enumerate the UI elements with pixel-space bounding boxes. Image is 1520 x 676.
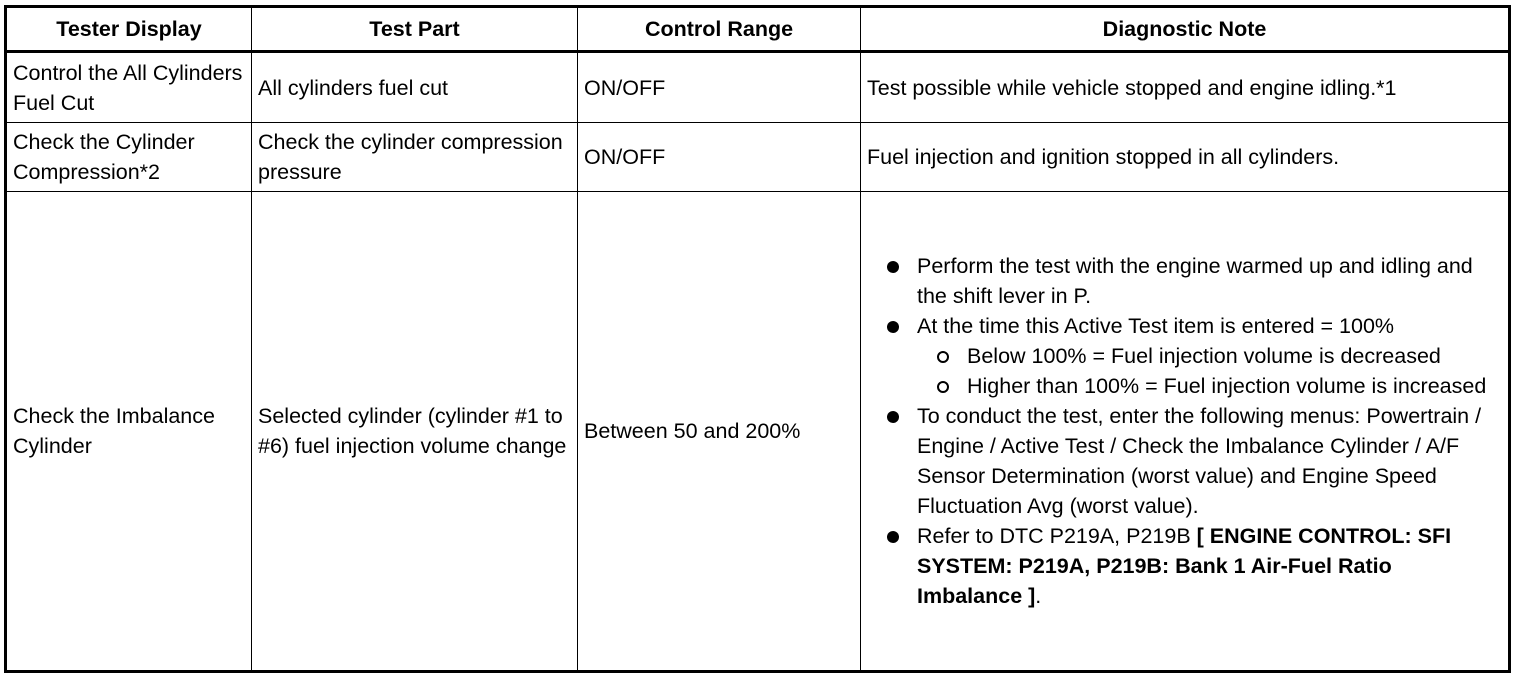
header-tester-display: Tester Display (6, 7, 252, 52)
ref-prefix: Refer to DTC P219A, P219B (917, 524, 1197, 548)
cell-control-range: ON/OFF (578, 123, 861, 192)
table-row (6, 192, 1510, 672)
note-list (867, 251, 1502, 611)
cell-tester-display: Check the Imbalance Cylinder (6, 192, 252, 672)
sub-note-item (917, 341, 1502, 371)
sub-note-text: Higher than 100% = Fuel injection volume is increased (967, 374, 1487, 398)
note-text: Perform the test with the engine warmed up and idling and the shift lever in P. (917, 254, 1473, 308)
circle-bullet-icon (937, 381, 949, 393)
note-item (867, 401, 1502, 521)
cell-test-part: Selected cylinder (cylinder #1 to #6) fuel injection volume change (252, 192, 578, 672)
header-control-range: Control Range (578, 7, 861, 52)
bullet-icon (887, 321, 899, 333)
cell-tester-display: Check the Cylinder Compression*2 (6, 123, 252, 192)
note-item (867, 251, 1502, 311)
cell-test-part: All cylinders fuel cut (252, 52, 578, 123)
note-item (867, 311, 1502, 401)
note-item (867, 521, 1502, 611)
cell-test-part: Check the cylinder compression pressure (252, 123, 578, 192)
dtc-reference-link[interactable]: [ ENGINE CONTROL: SFI SYSTEM: P219A, P219B: Bank 1 Air-Fuel Ratio Imbalance ] (917, 524, 1452, 608)
sub-note-text: Below 100% = Fuel injection volume is decreased (967, 344, 1441, 368)
cell-control-range: Between 50 and 200% (578, 192, 861, 672)
table-row (6, 123, 1510, 192)
active-test-table (4, 5, 1511, 673)
sub-note-item (917, 371, 1502, 401)
circle-bullet-icon (937, 351, 949, 363)
cell-diagnostic-note: Test possible while vehicle stopped and engine idling.*1 (861, 52, 1510, 123)
ref-suffix: . (1035, 584, 1042, 608)
header-row (6, 7, 1510, 52)
cell-tester-display: Control the All Cylinders Fuel Cut (6, 52, 252, 123)
note-text: At the time this Active Test item is entered = 100% (917, 314, 1395, 338)
header-test-part: Test Part (252, 7, 578, 52)
sub-note-list (917, 341, 1502, 401)
bullet-icon (887, 411, 899, 423)
cell-diagnostic-note: Fuel injection and ignition stopped in all cylinders. (861, 123, 1510, 192)
cell-diagnostic-note (861, 192, 1510, 672)
header-diagnostic-note: Diagnostic Note (861, 7, 1510, 52)
cell-control-range: ON/OFF (578, 52, 861, 123)
note-text: To conduct the test, enter the following menus: Powertrain / Engine / Active Test / Check the Imbalance Cylinder / A/F Sensor Determination (worst value) and Engine Speed Fluctuation Avg (worst value). (917, 404, 1482, 518)
table-row (6, 52, 1510, 123)
bullet-icon (887, 261, 899, 273)
bullet-icon (887, 531, 899, 543)
